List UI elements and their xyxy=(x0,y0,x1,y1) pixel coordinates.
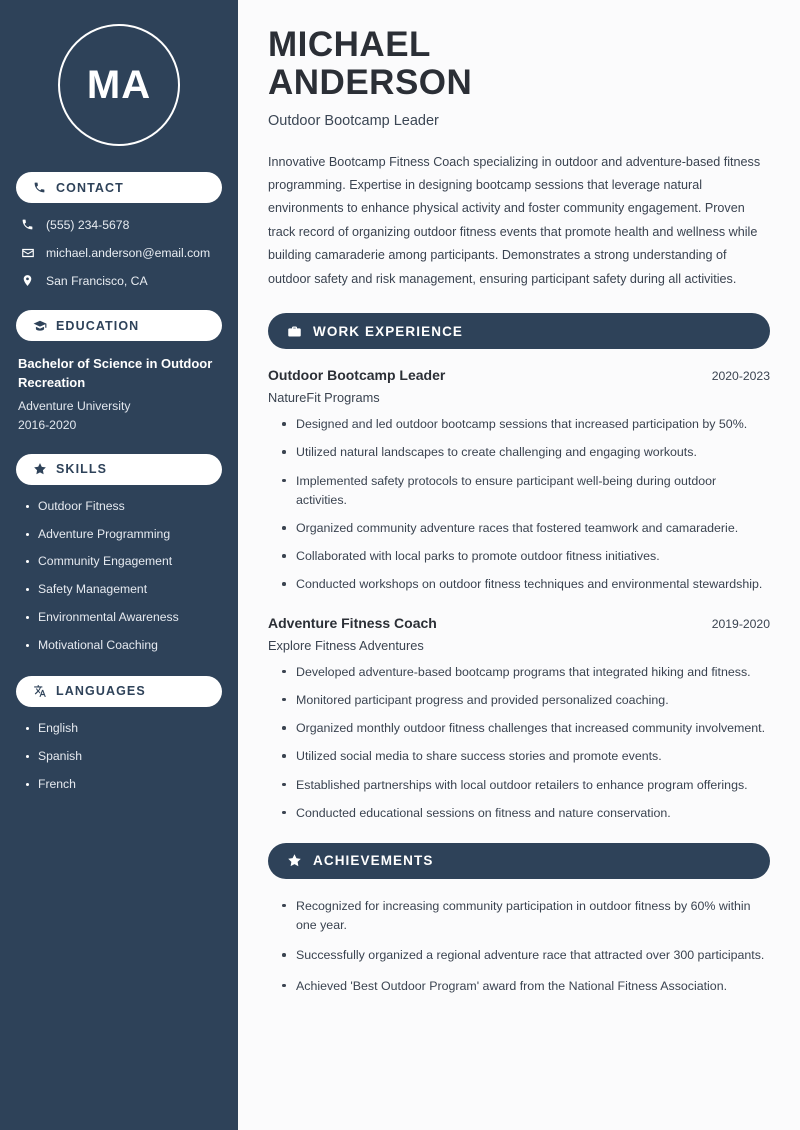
job-header xyxy=(268,615,770,631)
list-item: Organized monthly outdoor fitness challenges that increased community involvement. xyxy=(282,719,770,738)
list-item: Utilized social media to share success stories and promote events. xyxy=(282,747,770,766)
list-item: Motivational Coaching xyxy=(26,638,222,654)
professional-summary: Innovative Bootcamp Fitness Coach specializing in outdoor and adventure-based fitness programming. Expertise in designing bootcamp sessions that leverage natural environments to enhance physical activity and foster community engagement. Proven track record of organizing outdoor fitness events that promote health and wellness while building camaraderie among participants. Demonstrates a strong understanding of outdoor safety and risk management, ensuring participant safety during all activities. xyxy=(268,154,761,286)
education-degree: Bachelor of Science in Outdoor Recreation xyxy=(18,356,213,390)
list-item: Community Engagement xyxy=(26,554,222,570)
phone-icon xyxy=(20,217,35,232)
sidebar-heading-contact-label: CONTACT xyxy=(56,180,124,195)
education-entry xyxy=(16,355,222,432)
phone-icon xyxy=(32,180,47,195)
sidebar-heading-education-label: EDUCATION xyxy=(56,318,140,333)
job-role: Adventure Fitness Coach xyxy=(268,614,437,631)
list-item: Developed adventure-based bootcamp programs that integrated hiking and fitness. xyxy=(282,663,770,682)
job-entry xyxy=(268,367,770,595)
sidebar-heading-skills-label: SKILLS xyxy=(56,462,108,477)
languages-list xyxy=(16,721,222,793)
education-school: Adventure University xyxy=(18,398,131,413)
first-name: MICHAEL xyxy=(268,25,431,64)
list-item: Monitored participant progress and provided personalized coaching. xyxy=(282,691,770,710)
list-item: Safety Management xyxy=(26,582,222,598)
main-content xyxy=(238,0,800,1130)
list-item: Established partnerships with local outdoor retailers to enhance program offerings. xyxy=(282,776,770,795)
page-title xyxy=(268,26,770,102)
list-item: Successfully organized a regional adventure race that attracted over 300 participants. xyxy=(282,946,770,965)
list-item: Utilized natural landscapes to create challenging and engaging workouts. xyxy=(282,443,770,462)
graduation-cap-icon xyxy=(32,318,47,333)
list-item: Implemented safety protocols to ensure participant well-being during outdoor activities. xyxy=(282,472,770,510)
job-company: Explore Fitness Adventures xyxy=(268,637,424,653)
email-icon xyxy=(20,245,35,260)
list-item: Organized community adventure races that fostered teamwork and camaraderie. xyxy=(282,519,770,538)
list-item: Conducted workshops on outdoor fitness techniques and environmental stewardship. xyxy=(282,575,770,594)
job-dates: 2019-2020 xyxy=(711,616,770,631)
list-item: Achieved 'Best Outdoor Program' award from the National Fitness Association. xyxy=(282,977,770,996)
contact-email xyxy=(16,245,222,260)
job-entry xyxy=(268,615,770,823)
section-heading-work-experience-label: WORK EXPERIENCE xyxy=(313,323,464,339)
translate-icon xyxy=(32,684,47,699)
headline-job-title: Outdoor Bootcamp Leader xyxy=(268,112,439,129)
list-item: Designed and led outdoor bootcamp sessions that increased participation by 50%. xyxy=(282,415,770,434)
list-item: Environmental Awareness xyxy=(26,610,222,626)
sidebar-heading-contact xyxy=(16,172,222,203)
list-item: Recognized for increasing community participation in outdoor fitness by 60% within one year. xyxy=(282,897,770,935)
contact-phone-value: (555) 234-5678 xyxy=(46,217,130,232)
monogram-initials: MA xyxy=(58,24,180,146)
list-item: Spanish xyxy=(26,749,222,765)
list-item: Adventure Programming xyxy=(26,527,222,543)
skills-list xyxy=(16,499,222,654)
job-role: Outdoor Bootcamp Leader xyxy=(268,367,446,384)
avatar xyxy=(16,24,222,146)
sidebar-heading-skills xyxy=(16,454,222,485)
contact-list xyxy=(16,217,222,288)
sidebar xyxy=(0,0,238,1130)
education-years: 2016-2020 xyxy=(18,417,77,432)
job-dates: 2020-2023 xyxy=(711,369,770,384)
sidebar-heading-languages-label: LANGUAGES xyxy=(56,684,146,699)
section-heading-achievements xyxy=(268,843,770,879)
list-item: French xyxy=(26,777,222,793)
job-company: NatureFit Programs xyxy=(268,390,380,406)
job-header xyxy=(268,367,770,383)
last-name: ANDERSON xyxy=(268,62,473,102)
list-item: Collaborated with local parks to promote outdoor fitness initiatives. xyxy=(282,547,770,566)
location-pin-icon xyxy=(20,273,35,288)
job-bullets xyxy=(268,415,770,595)
star-icon xyxy=(32,462,47,477)
contact-location-value: San Francisco, CA xyxy=(46,273,148,288)
list-item: Outdoor Fitness xyxy=(26,499,222,515)
sidebar-heading-education xyxy=(16,310,222,341)
sidebar-heading-languages xyxy=(16,676,222,707)
contact-phone xyxy=(16,217,222,232)
job-bullets xyxy=(268,663,770,823)
achievements-list xyxy=(268,897,770,996)
list-item: English xyxy=(26,721,222,737)
contact-location xyxy=(16,273,222,288)
contact-email-value: michael.anderson@email.com xyxy=(46,245,211,260)
star-icon xyxy=(286,853,302,869)
section-heading-achievements-label: ACHIEVEMENTS xyxy=(313,853,434,869)
section-heading-work-experience xyxy=(268,313,770,349)
briefcase-icon xyxy=(286,323,302,339)
list-item: Conducted educational sessions on fitness and nature conservation. xyxy=(282,804,770,823)
